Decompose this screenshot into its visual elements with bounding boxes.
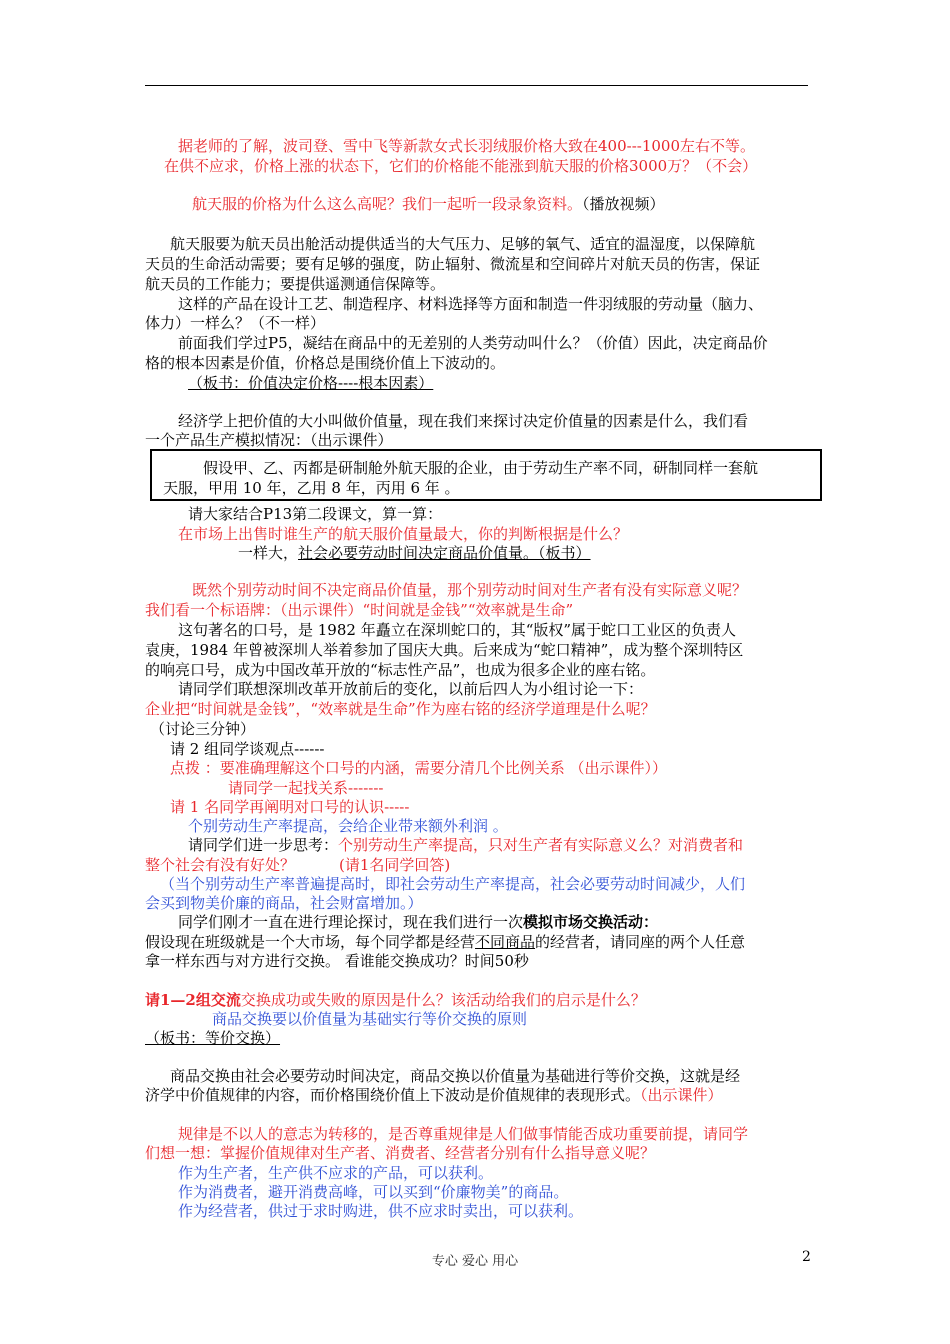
page-number: 2 [802, 1249, 811, 1265]
question-line [145, 855, 450, 875]
question-line: 在市场上出售时谁生产的航天服价值量最大，你的判断根据是什么？ [178, 525, 629, 543]
board-note: （板书：价值决定价格----根本因素） [188, 374, 434, 392]
paragraph-text: 同学们刚才一直在进行理论探讨，现在我们进行一次 [178, 913, 524, 931]
paragraph-line: 航天员的工作能力；要提供遥测通信保障等。 [145, 275, 446, 293]
paragraph-text: 的经营者，请同座的两个人任意 [535, 933, 746, 951]
question-line [145, 990, 646, 1010]
paragraph-line: （讨论三分钟） [150, 720, 256, 738]
question-text: 整个社会有没有好处？ [145, 856, 296, 874]
answer-line: 作为消费者，避开消费高峰，可以买到“价廉物美”的商品。 [178, 1183, 569, 1201]
hint-line: 点拨 ：要准确理解这个口号的内涵，需要分清几个比例关系 （出示课件）） [170, 759, 668, 777]
paragraph-line: 商品交换由社会必要劳动时间决定，商品交换以价值量为基础进行等价交换，这就是经 [170, 1067, 741, 1085]
answer-line: 商品交换要以价值量为基础实行等价交换的原则 [212, 1010, 528, 1028]
question-text: 航天服的价格为什么这么高呢？我们一起听一段录象资料。 [192, 195, 583, 213]
note-text: （出示课件） [640, 1086, 723, 1104]
board-note: 社会必要劳动时间决定商品价值量。（板书） [298, 544, 591, 562]
paragraph-line: 前面我们学过P5，凝结在商品中的无差别的人类劳动叫什么？（价值）因此，决定商品价 [178, 334, 768, 352]
paragraph-text: 假设现在班级就是一个大市场，每个同学都是经营 [145, 933, 476, 951]
question-text: 交换成功或失败的原因是什么？该活动给我们的启示是什么？ [240, 991, 646, 1009]
question-line: 们想一想：掌握价值规律对生产者、消费者、经营者分别有什么指导意义呢？ [145, 1144, 656, 1162]
paragraph-line: 这句著名的口号，是 1982 年矗立在深圳蛇口的，其“版权”属于蛇口工业区的负责人 [178, 621, 737, 639]
paragraph-line [145, 932, 745, 952]
paragraph-line: 这样的产品在设计工艺、制造程序、材料选择等方面和制造一件羽绒服的劳动量（脑力、 [178, 295, 764, 313]
answer-line: （当个别劳动生产率普遍提高时，即社会劳动生产率提高，社会必要劳动时间减少，人们 [160, 875, 746, 893]
header-rule [145, 85, 808, 86]
answer-line: 作为生产者，生产供不应求的产品，可以获利。 [178, 1164, 494, 1182]
hint-line: 请同学一起找关系------- [228, 779, 384, 797]
paragraph-line: 在供不应求，价格上涨的状态下，它们的价格能不能涨到航天服的价格3000万？（不会） [164, 157, 758, 175]
board-note: （板书：等价交换） [145, 1029, 281, 1047]
paragraph-line: 格的根本因素是价值，价格总是围绕价值上下波动的。 [145, 354, 506, 372]
page-footer: 专心 爱心 用心 [431, 1254, 519, 1269]
underlined-text: 不同商品 [475, 933, 536, 951]
paragraph-line [178, 912, 658, 932]
paragraph-line: 航天服要为航天员出舱活动提供适当的大气压力、足够的氧气、适宜的温湿度，以保障航 [170, 235, 756, 253]
question-line: 我们看一个标语牌：（出示课件）“时间就是金钱”“效率就是生命” [145, 601, 574, 619]
question-text: 个别劳动生产率提高，只对生产者有实际意义么？对消费者和 [338, 836, 744, 854]
paragraph-line [192, 194, 665, 214]
scenario-line: 天服，甲用 10 年，乙用 8 年，丙用 6 年 。 [163, 479, 460, 497]
paragraph-line: 的响亮口号，成为中国改革开放的“标志性产品”，也成为很多企业的座右铭。 [145, 661, 656, 679]
question-line: 规律是不以人的意志为转移的，是否尊重规律是人们做事情能否成功重要前提，请同学 [178, 1125, 749, 1143]
paragraph-text: 济学中价值规律的内容，而价格围绕价值上下波动是价值规律的表现形式。 [145, 1086, 641, 1104]
question-line: 企业把“时间就是金钱”，“效率就是生命”作为座右铭的经济学道理是什么呢？ [145, 700, 656, 718]
hint-line: 请 1 名同学再阐明对口号的认识----- [170, 798, 410, 816]
paragraph-line: 请 2 组同学谈观点------ [170, 740, 325, 758]
paragraph-line [188, 835, 743, 855]
scenario-line: 假设甲、乙、丙都是研制舱外航天服的企业，由于劳动生产率不同，研制同样一套航 [203, 459, 759, 477]
answer-line: 会买到物美价廉的商品，社会财富增加。） [145, 894, 423, 912]
note-text: （播放视频） [582, 195, 665, 213]
paragraph-line: 请同学们联想深圳改革开放前后的变化，以前后四人为小组讨论一下： [178, 680, 644, 698]
paragraph-line: 拿一样东西与对方进行交换。 看谁能交换成功？时间50秒 [145, 952, 529, 970]
paragraph-line: 请大家结合P13第二段课文，算一算： [188, 505, 443, 523]
paragraph-line [145, 1085, 723, 1105]
prompt-text: 请同学们进一步思考： [188, 836, 339, 854]
answer-line: 个别劳动生产率提高，会给企业带来额外利润 。 [188, 817, 508, 835]
paragraph-line: 据老师的了解，波司登、雪中飞等新款女式长羽绒服价格大致在400---1000左右不等。 [178, 137, 756, 155]
paragraph-line: 体力）一样么？（不一样） [145, 314, 326, 332]
paragraph-line: 天员的生命活动需要；要有足够的强度，防止辐射、微流星和空间碎片对航天员的伤害，保证 [145, 255, 761, 273]
paragraph-line: 经济学上把价值的大小叫做价值量，现在我们来探讨决定价值量的因素是什么，我们看 [178, 412, 749, 430]
note-text: (请1名同学回答) [339, 856, 451, 874]
question-line: 既然个别劳动时间不决定商品价值量，那个别劳动时间对生产者有没有实际意义呢？ [192, 581, 748, 599]
answer-line [238, 543, 591, 563]
activity-title: 模拟市场交换活动： [523, 913, 659, 931]
paragraph-line: 袁庚，1984 年曾被深圳人举着参加了国庆大典。后来成为“蛇口精神”，成为整个深圳特区 [145, 641, 744, 659]
answer-text: 一样大， [238, 544, 299, 562]
group-label: 请1—2组交流 [145, 991, 241, 1009]
paragraph-line: 一个产品生产模拟情况：（出示课件） [145, 431, 393, 449]
answer-line: 作为经营者，供过于求时购进，供不应求时卖出，可以获利。 [178, 1202, 584, 1220]
